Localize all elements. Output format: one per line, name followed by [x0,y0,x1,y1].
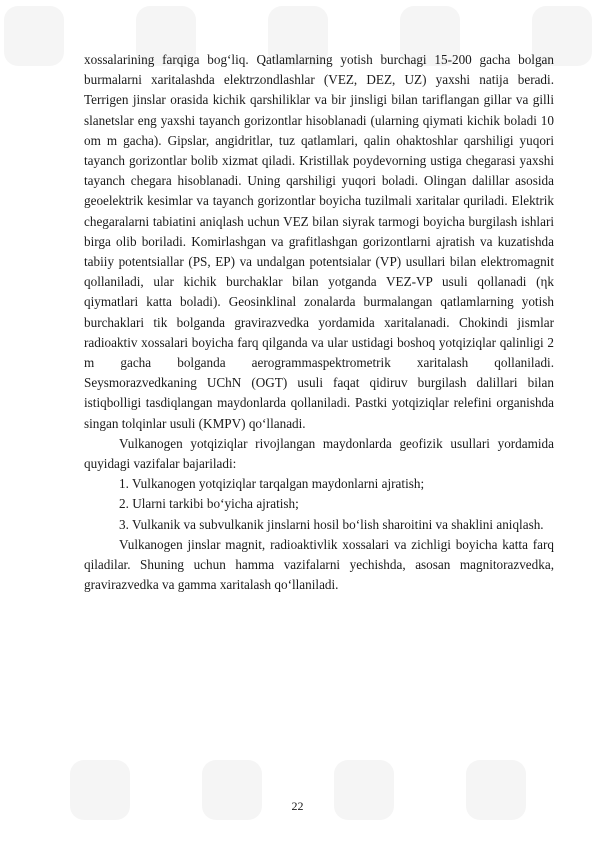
body-text [84,50,554,595]
list-item-3: 3. Vulkanik va subvulkanik jinslarni hosil bo‘lish sharoitini va shaklini aniqlash. [119,516,544,532]
paragraph-2: Vulkanogen yotqiziqlar rivojlangan maydonlarda geofizik usullari yordamida quyidagi vazifalar bajariladi: [84,435,554,472]
watermark-tile [4,6,64,66]
paragraph-1: xossalarining farqiga bog‘liq. Qatlamlarning yotish burchagi 15-200 gacha bolgan burmalarni xaritalashda elektrzondlashlar (VEZ, DEZ, UZ) yaxshi natija beradi. Terrigen jinslar orasida kichik qarshiliklar va bir jinsligi bilan tariflangan gillar va gilli slanetslar eng yaxshi tayanch gorizontlar hisoblanadi (ularning qiymati kichik boladi 10 om m gacha). Gipslar, angidritlar, tuz qatlamlari, qalin ohaktoshlar qarshiligi yuqori tayanch gorizontlar bolib xizmat qiladi. Kristillak poydevorning ustiga chegarasi yaxshi tayanch chegara hisoblanadi. Uning qarshiligi yuqori boladi. Olingan dalillar asosida geoelektrik kesimlar va tayanch gorizontlar boyicha tuzilmali xaritalar quriladi. Elektrik chegaralarni tabiatini aniqlash uchun VEZ bilan siyrak tarmogi boyicha burgilash ishlari birga olib boriladi. Komirlashgan va grafitlashgan gorizontlarni ajratish va kuzatishda tabiiy potentsiallar (PS, EP) va undalgan potentsialar (VP) usullari bilan elektromagnit qollaniladi, ular kichik burchaklar bilan yotganda VEZ-VP usuli qollanadi (ηk qiymatlari katta boladi). Geosinklinal zonalarda burmalangan qatlamlarning yotish burchaklari tik bolganda gravirazvedka yordamida xaritalanadi. Chokindi jismlar radioaktiv xossalari boyicha farq qilganda va ular ustidagi boshoq yotqiziqlar qalinligi 2 m gacha bolganda aerogrammaspektrometrik xaritalash qollaniladi. Seysmorazvedkaning UChN (OGT) usuli faqat qidiruv burgilash dalillari bilan istiqbolligi tasdiqlangan maydonlarda qollaniladi. Pastki yotqiziqlar relefini organishda singan tolqinlar usuli (KMPV) qo‘llanadi. [84,52,554,431]
list-item-2: 2. Ularni tarkibi bo‘yicha ajratish; [119,496,299,512]
page-number: 22 [291,799,304,813]
list-item-1: 1. Vulkanogen yotqiziqlar tarqalgan maydonlarni ajratish; [119,476,425,492]
paragraph-3: Vulkanogen jinslar magnit, radioaktivlik xossalari va zichligi boyicha katta farq qiladilar. Shuning uchun hamma vazifalarni yechishda, asosan magnitorazvedka, gravirazvedka va gamma xaritalash qo‘llaniladi. [84,536,554,593]
